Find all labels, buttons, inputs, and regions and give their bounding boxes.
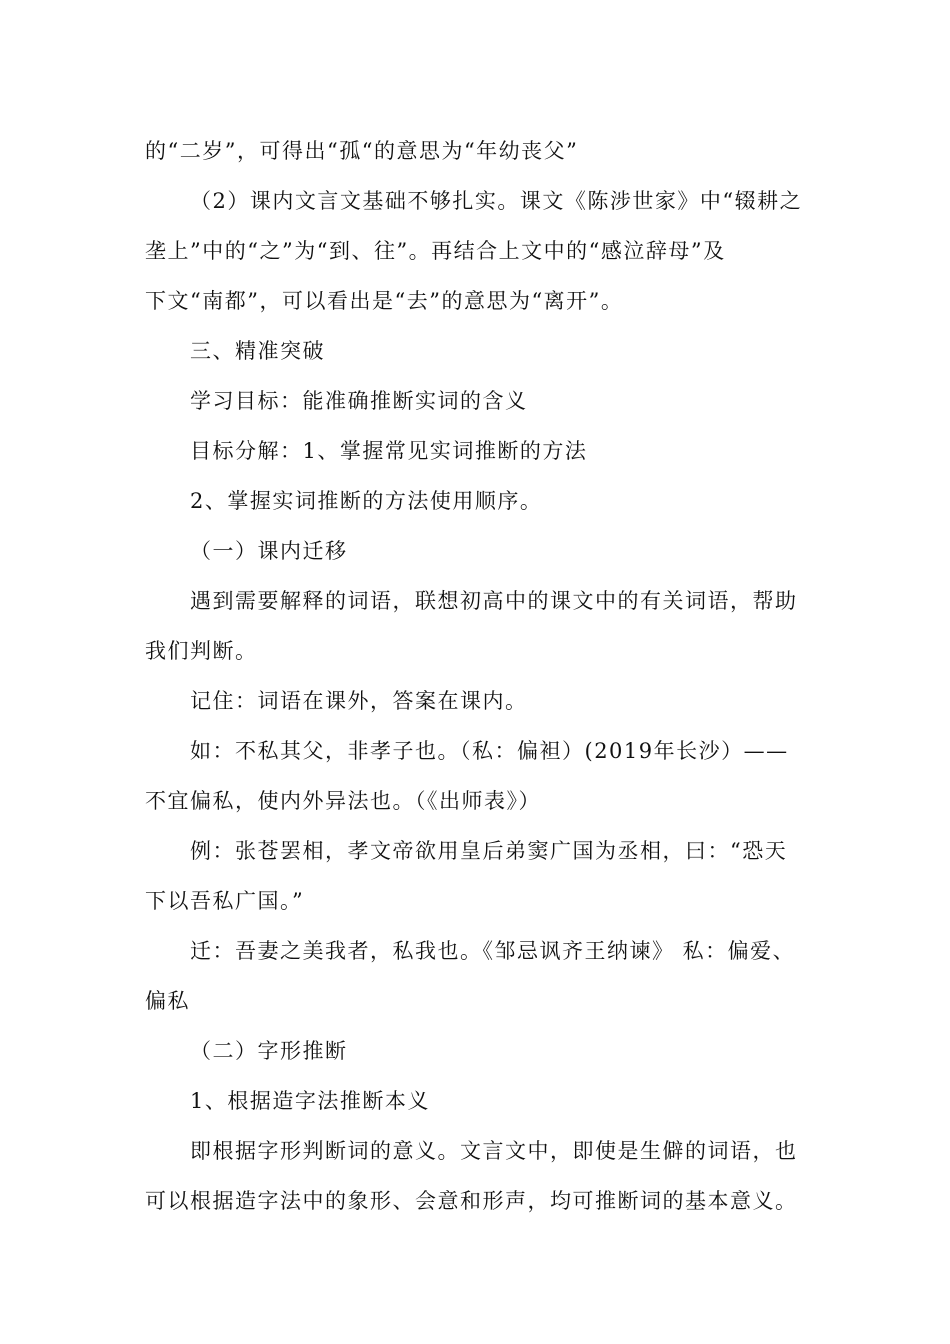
paragraph-line: 即根据字形判断词的意义。文言文中，即使是生僻的词语，也 xyxy=(190,1139,798,1163)
paragraph-line: 2、掌握实词推断的方法使用顺序。 xyxy=(190,489,543,513)
paragraph-line: 下文“南都”，可以看出是“去”的意思为“离开”。 xyxy=(145,289,624,313)
paragraph-line: 可以根据造字法中的象形、会意和形声，均可推断词的基本意义。 xyxy=(145,1189,798,1213)
paragraph-line: 不宜偏私，使内外异法也。（《出师表》） xyxy=(145,789,541,813)
paragraph-line: 垄上”中的“之”为“到、往”。再结合上文中的“感泣辞母”及 xyxy=(145,239,726,263)
subsection-heading: （一）课内迁移 xyxy=(190,539,348,563)
section-heading: 三、精准突破 xyxy=(190,339,325,363)
paragraph-line: 偏私 xyxy=(145,989,190,1013)
paragraph-line: 的“二岁”，可得出“孤“的意思为“年幼丧父” xyxy=(145,139,579,163)
paragraph-line: 记住：词语在课外，答案在课内。 xyxy=(190,689,528,713)
paragraph-line: 如：不私其父，非孝子也。（私：偏袒）(2019年长沙）—— xyxy=(190,739,789,763)
paragraph-line: 例：张苍罢相，孝文帝欲用皇后弟窦广国为丞相，曰：“恐天 xyxy=(190,839,788,863)
paragraph-line: 迁：吾妻之美我者，私我也。《邹忌讽齐王纳谏》 私：偏爱、 xyxy=(190,939,796,963)
paragraph-line: 我们判断。 xyxy=(145,639,258,663)
paragraph-line: 目标分解：1、掌握常见实词推断的方法 xyxy=(190,439,588,463)
paragraph-line: 下以吾私广国。” xyxy=(145,889,305,913)
paragraph-line: 1、根据造字法推断本义 xyxy=(190,1089,430,1113)
paragraph-line: 学习目标：能准确推断实词的含义 xyxy=(190,389,528,413)
paragraph-line: 遇到需要解释的词语，联想初高中的课文中的有关词语，帮助 xyxy=(190,589,798,613)
paragraph-line: （2）课内文言文基础不够扎实。课文《陈涉世家》中“辍耕之 xyxy=(190,189,803,213)
subsection-heading: （二）字形推断 xyxy=(190,1039,348,1063)
